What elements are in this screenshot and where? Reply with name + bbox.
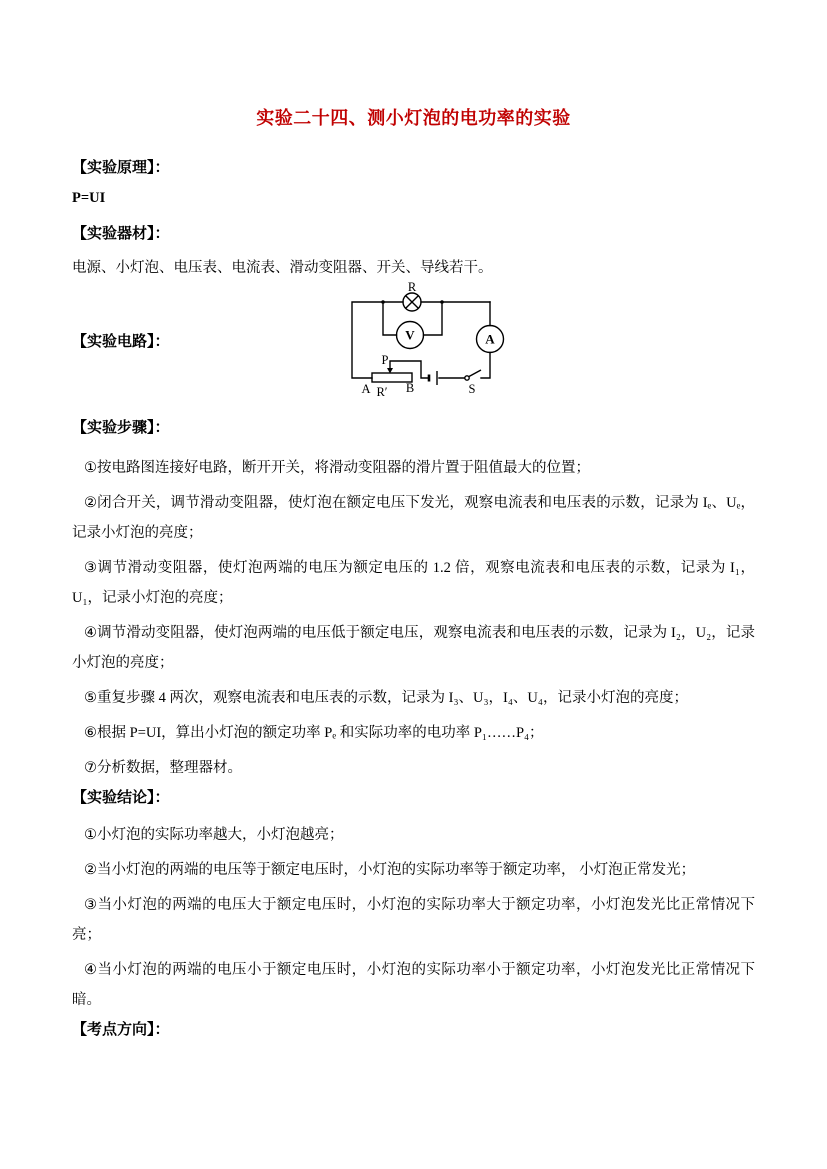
conclusion-item-1: ①小灯泡的实际功率越大，小灯泡越亮；	[84, 827, 344, 843]
section-heading-steps: 【实验步骤】：	[72, 420, 170, 436]
step-item-3: ③调节滑动变阻器，使灯泡两端的电压为额定电压的 1.2 倍，观察电流表和电压表的示数，记录为 I₁，U₁，记录小灯泡的亮度；	[72, 560, 755, 606]
conclusion-item-2: ②当小灯泡的两端的电压等于额定电压时，小灯泡的实际功率等于额定功率， 小灯泡正常发光；	[84, 862, 696, 878]
page-title: 实验二十四、测小灯泡的电功率的实验	[256, 108, 571, 128]
terminal-left-label: A	[361, 382, 371, 396]
rheostat-label: R′	[376, 385, 388, 398]
switch-label: S	[468, 382, 476, 396]
step-item-4: ④调节滑动变阻器，使灯泡两端的电压低于额定电压，观察电流表和电压表的示数，记录为 I₂，U₂，记录小灯泡的亮度；	[72, 625, 755, 671]
principle-formula: P=UI	[72, 190, 106, 206]
terminal-right-label: B	[405, 381, 415, 395]
junction-dot-right	[440, 300, 444, 304]
voltmeter-label: V	[405, 327, 415, 343]
circuit-wires	[352, 302, 490, 378]
ammeter-label: A	[485, 331, 495, 347]
circuit-diagram	[345, 280, 505, 398]
step-item-7: ⑦分析数据，整理器材。	[84, 760, 242, 776]
section-heading-conclusions: 【实验结论】：	[72, 790, 170, 806]
step-item-6: ⑥根据 P=UI，算出小灯泡的额定功率 Pₑ 和实际功率的电功率 P₁……P₄；	[84, 725, 544, 741]
rheostat-symbol	[372, 368, 412, 382]
bulb-symbol	[403, 293, 421, 311]
step-item-1: ①按电路图连接好电路，断开开关，将滑动变阻器的滑片置于阻值最大的位置；	[84, 460, 590, 476]
switch-symbol	[465, 370, 481, 380]
step-item-5: ⑤重复步骤 4 两次，观察电流表和电压表的示数，记录为 I₃、U₃，I₄、U₄，记录小灯泡的亮度；	[84, 690, 688, 706]
junction-dot-left	[381, 300, 385, 304]
circuit-section	[72, 278, 755, 408]
section-heading-equipment: 【实验器材】：	[72, 226, 170, 242]
equipment-list: 电源、小灯泡、电压表、电流表、滑动变阻器、开关、导线若干。	[72, 260, 493, 276]
bulb-label: R	[407, 280, 417, 294]
section-heading-exam-points: 【考点方向】：	[72, 1022, 170, 1038]
battery-symbol	[429, 371, 437, 385]
conclusion-item-3: ③当小灯泡的两端的电压大于额定电压时，小灯泡的实际功率大于额定功率，小灯泡发光比正常情况下亮；	[72, 897, 755, 943]
step-item-2: ②闭合开关，调节滑动变阻器，使灯泡在额定电压下发光，观察电流表和电压表的示数，记录为 Iₑ、Uₑ，记录小灯泡的亮度；	[72, 495, 755, 541]
slider-label: P	[381, 353, 389, 367]
section-heading-circuit: 【实验电路】：	[72, 334, 170, 350]
conclusion-item-4: ④当小灯泡的两端的电压小于额定电压时，小灯泡的实际功率小于额定功率，小灯泡发光比正常情况下暗。	[72, 962, 755, 1008]
section-heading-principle: 【实验原理】：	[72, 160, 170, 176]
